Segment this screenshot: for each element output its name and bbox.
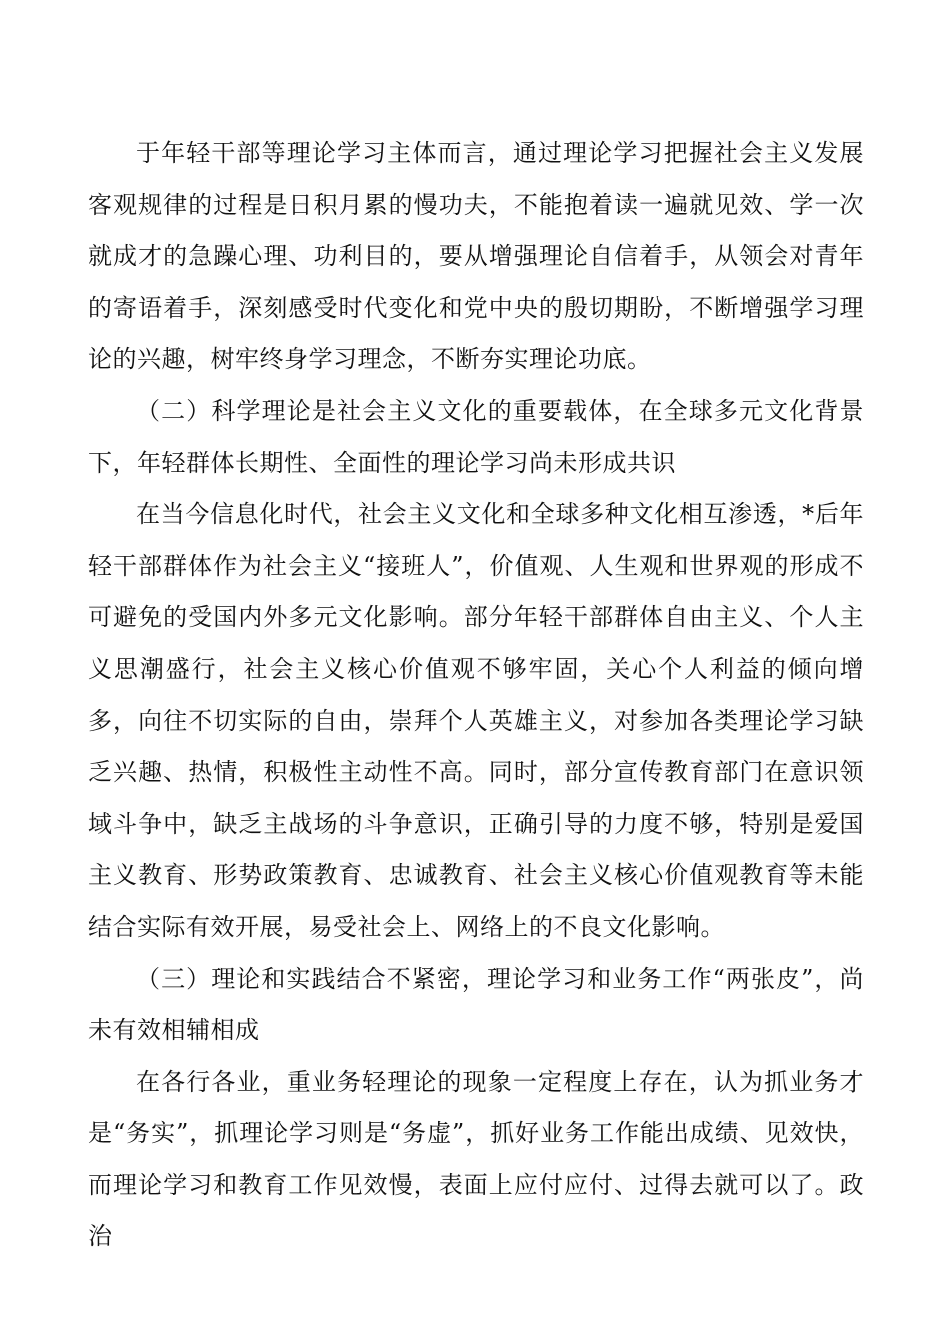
section-heading-2: （二）科学理论是社会主义文化的重要载体，在全球多元文化背景下，年轻群体长期性、全面性的理论学习尚未形成共识	[88, 396, 864, 477]
paragraph-theory-practice: 在各行各业，重业务轻理论的现象一定程度上存在，认为抓业务才是“务实”，抓理论学习则是“务虚”，抓好业务工作能出成绩、见效快，而理论学习和教育工作见效慢，表面上应付应付、过得去就可以了。政治	[88, 1067, 864, 1251]
section-heading-3: （三）理论和实践结合不紧密，理论学习和业务工作“两张皮”，尚未有效相辅相成	[88, 964, 864, 1045]
paragraph-cultural-influence: 在当今信息化时代，社会主义文化和全球多种文化相互渗透，*后年轻干部群体作为社会主义“接班人”，价值观、人生观和世界观的形成不可避免的受国内外多元文化影响。部分年轻干部群体自由主义、个人主义思潮盛行，社会主义核心价值观不够牢固，关心个人利益的倾向增多，向往不切实际的自由，崇拜个人英雄主义，对参加各类理论学习缺乏兴趣、热情，积极性主动性不高。同时，部分宣传教育部门在意识领域斗争中，缺乏主战场的斗争意识，正确引导的力度不够，特别是爱国主义教育、形势政策教育、忠诚教育、社会主义核心价值观教育等未能结合实际有效开展，易受社会上、网络上的不良文化影响。	[88, 500, 864, 941]
paragraph-theory-study-mindset: 于年轻干部等理论学习主体而言，通过理论学习把握社会主义发展客观规律的过程是日积月累的慢功夫，不能抱着读一遍就见效、学一次就成才的急躁心理、功利目的，要从增强理论自信着手，从领会对青年的寄语着手，深刻感受时代变化和党中央的殷切期盼，不断增强学习理论的兴趣，树牢终身学习理念，不断夯实理论功底。	[88, 139, 864, 374]
document-body	[88, 128, 864, 1263]
